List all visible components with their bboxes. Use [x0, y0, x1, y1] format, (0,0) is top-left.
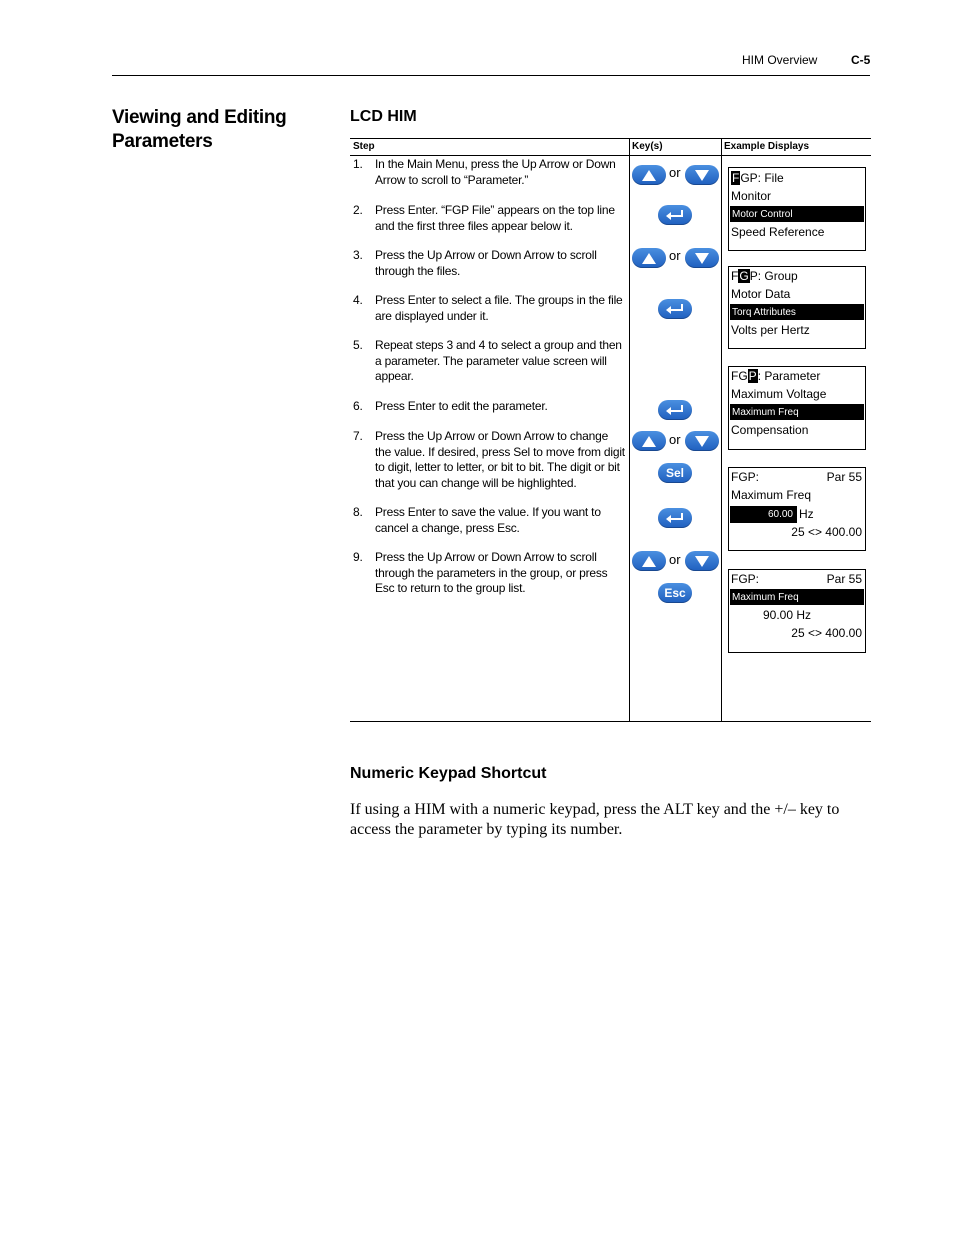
table-bottom-rule [350, 721, 871, 722]
step-number: 3. [353, 248, 363, 262]
down-arrow-key-icon [685, 248, 719, 268]
lcd-highlight-text: Maximum Freq [732, 407, 799, 418]
header-rule [112, 75, 870, 76]
lcd-line [731, 269, 798, 283]
step-number: 6. [353, 399, 363, 413]
sel-key-icon [658, 463, 692, 483]
lcd-him-title: LCD HIM [350, 108, 417, 125]
step-number: 1. [353, 157, 363, 171]
lcd-unit: Hz [799, 507, 814, 521]
lcd-fgp-label: FGP: [731, 572, 760, 586]
lcd-range: 25 <> 400.00 [791, 525, 862, 539]
lcd-value: 60.00 [767, 509, 793, 520]
lcd-par-number: Par 55 [826, 572, 862, 586]
column-header-step: Step [353, 141, 375, 152]
numeric-keypad-shortcut-title: Numeric Keypad Shortcut [350, 765, 547, 782]
lcd-line: Speed Reference [731, 225, 825, 239]
or-label: or [669, 248, 681, 263]
step-text: Press Enter to select a file. The groups in the file are displayed under it. [375, 293, 623, 323]
enter-key-icon [658, 299, 692, 319]
lcd-text: P: Group [749, 269, 798, 283]
esc-key-icon [658, 583, 692, 603]
page-number: C-5 [851, 53, 871, 67]
step-text: Press Enter to edit the parameter. [375, 399, 548, 413]
lcd-cursor: P [748, 369, 757, 383]
step-text: Press the Up Arrow or Down Arrow to scroll through the files. [375, 248, 597, 278]
step-number: 4. [353, 293, 363, 307]
step-number: 5. [353, 338, 363, 352]
lcd-highlight-bar [730, 589, 864, 605]
lcd-display-group [728, 266, 866, 349]
lcd-display-file [728, 167, 866, 251]
up-arrow-key-icon [632, 165, 666, 185]
sel-key-label: Sel [665, 466, 684, 480]
column-header-example-displays: Example Displays [724, 141, 810, 152]
lcd-line: Volts per Hertz [731, 323, 810, 337]
table-column-divider [721, 139, 722, 722]
lcd-highlight-text: Torq Attributes [732, 307, 796, 318]
lcd-cursor: F [732, 171, 740, 185]
section-title: Viewing and Editing Parameters [112, 107, 287, 152]
enter-key-icon [658, 400, 692, 420]
enter-key-icon [658, 205, 692, 225]
lcd-cursor: G [739, 269, 749, 283]
lcd-line [731, 171, 784, 185]
lcd-line: Motor Data [731, 287, 791, 301]
lcd-highlight-bar [730, 206, 864, 222]
step-number: 9. [353, 550, 363, 564]
numeric-keypad-shortcut-text: If using a HIM with a numeric keypad, press the ALT key and the +/– key to access the parameter by typing its number. [350, 801, 840, 838]
step-text: Press the Up Arrow or Down Arrow to scroll through the parameters in the group, or press Esc to return to the group list. [375, 550, 608, 595]
step-text: Repeat steps 3 and 4 to select a group and then a parameter. The parameter value screen will appear. [375, 338, 622, 383]
lcd-display-saved-value [728, 569, 866, 653]
enter-key-icon [658, 508, 692, 528]
lcd-line [731, 369, 820, 383]
lcd-fgp-label: FGP: [731, 470, 760, 484]
lcd-value-line: 90.00 Hz [763, 608, 812, 622]
step-text: Press the Up Arrow or Down Arrow to change the value. If desired, press Sel to move from digit to digit, letter to letter, or bit to bit. The digit or bit that you can change will be highlighted. [375, 429, 625, 490]
lcd-value-highlight [730, 506, 797, 523]
column-header-keys: Key(s) [632, 141, 663, 152]
down-arrow-key-icon [685, 551, 719, 571]
step-text: Press Enter. “FGP File” appears on the top line and the first three files appear below it. [375, 203, 615, 233]
lcd-line: Maximum Voltage [731, 387, 827, 401]
step-number: 2. [353, 203, 363, 217]
up-arrow-key-icon [632, 431, 666, 451]
lcd-text: FG [731, 369, 748, 383]
table-column-divider [629, 139, 630, 722]
lcd-highlight-bar [730, 304, 864, 320]
running-header-section: HIM Overview [742, 53, 818, 67]
step-number: 8. [353, 505, 363, 519]
lcd-highlight-text: Maximum Freq [732, 592, 799, 603]
or-label: or [669, 432, 681, 447]
lcd-display-edit-value [728, 467, 866, 551]
esc-key-label: Esc [664, 586, 686, 600]
lcd-display-parameter [728, 366, 866, 450]
lcd-text: GP: File [740, 171, 784, 185]
lcd-highlight-bar [730, 404, 864, 420]
table-header-rule [350, 155, 871, 156]
up-arrow-key-icon [632, 551, 666, 571]
lcd-line: Monitor [731, 189, 772, 203]
step-number: 7. [353, 429, 363, 443]
lcd-param-name: Maximum Freq [731, 488, 812, 502]
up-arrow-key-icon [632, 248, 666, 268]
down-arrow-key-icon [685, 431, 719, 451]
lcd-par-number: Par 55 [826, 470, 862, 484]
lcd-line: Compensation [731, 423, 809, 437]
down-arrow-key-icon [685, 165, 719, 185]
step-text: In the Main Menu, press the Up Arrow or Down Arrow to scroll to “Parameter.” [375, 157, 616, 187]
or-label: or [669, 165, 681, 180]
lcd-range: 25 <> 400.00 [791, 626, 862, 640]
or-label: or [669, 552, 681, 567]
lcd-highlight-text: Motor Control [732, 209, 793, 220]
step-text: Press Enter to save the value. If you want to cancel a change, press Esc. [375, 505, 601, 535]
lcd-text: F [731, 269, 739, 283]
lcd-text: : Parameter [757, 369, 821, 383]
table-top-rule [350, 138, 871, 139]
